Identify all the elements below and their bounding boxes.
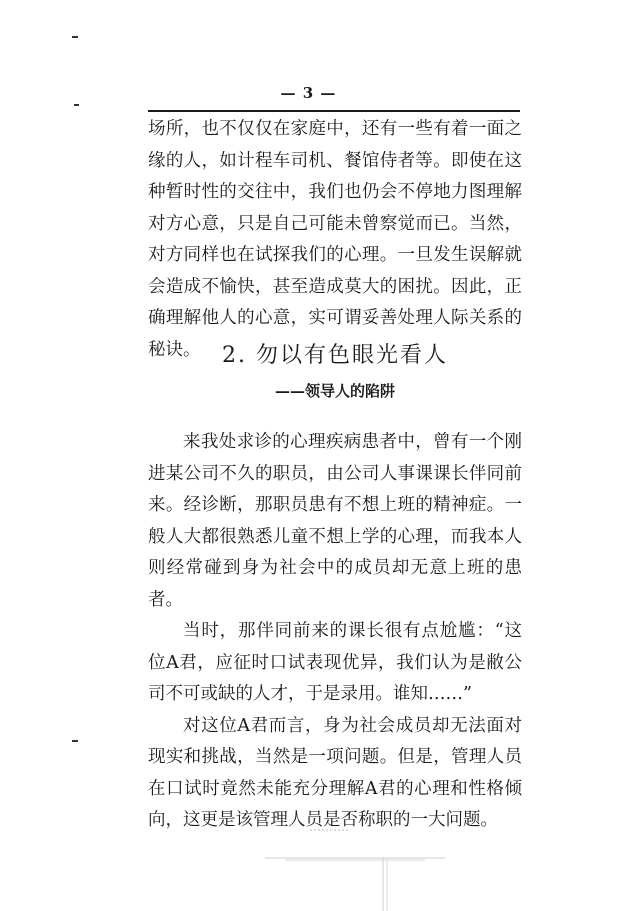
scan-mark-mid-left (74, 104, 79, 106)
body-paragraph: 当时，那伴同前来的课长很有点尬尴：“这位A君，应征时口试表现优异，我们认为是敝公司不可或缺的人才，于是录用。谁知……” (148, 621, 522, 704)
body-paragraph: 来我处求诊的心理疾病患者中，曾有一个刚进某公司不久的职员，由公司人事课课长伴同前来。经诊断，那职员患有不想上班的精神症。一般人大都很熟悉儿童不想上学的心理，而我本人则经常碰到身为社会中的成员却无意上班的患者。 (148, 432, 522, 610)
header-rule (148, 110, 520, 112)
body-text-block (148, 427, 522, 837)
scan-mark-lower-left (72, 740, 78, 742)
scan-artifact (265, 818, 445, 911)
page-number: — 3 — (280, 84, 337, 102)
scan-mark-top-left (72, 36, 78, 38)
body-paragraph: 对这位A君而言，身为社会成员却无法面对现实和挑战，当然是一项问题。但是，管理人员在口试时竟然未能充分理解A君的心理和性格倾向，这更是该管理人员是否称职的一大问题。 (148, 715, 522, 830)
intro-text-block (148, 114, 522, 366)
section-title: 2. 勿以有色眼光看人 (222, 343, 448, 368)
section-subtitle: ——领导人的陷阱 (274, 382, 395, 400)
intro-paragraph: 场所，也不仅仅在家庭中，还有一些有着一面之缘的人，如计程车司机、餐馆侍者等。即使在这种暂时性的交往中，我们也仍会不停地力图理解对方心意，只是自己可能未曾察觉而已。当然，对方同样也在试探我们的心理。一旦发生误解就会造成不愉快，甚至造成莫大的困扰。因此，正确理解他人的心意，实可谓妥善处理人际关系的秘诀。 (148, 119, 522, 360)
